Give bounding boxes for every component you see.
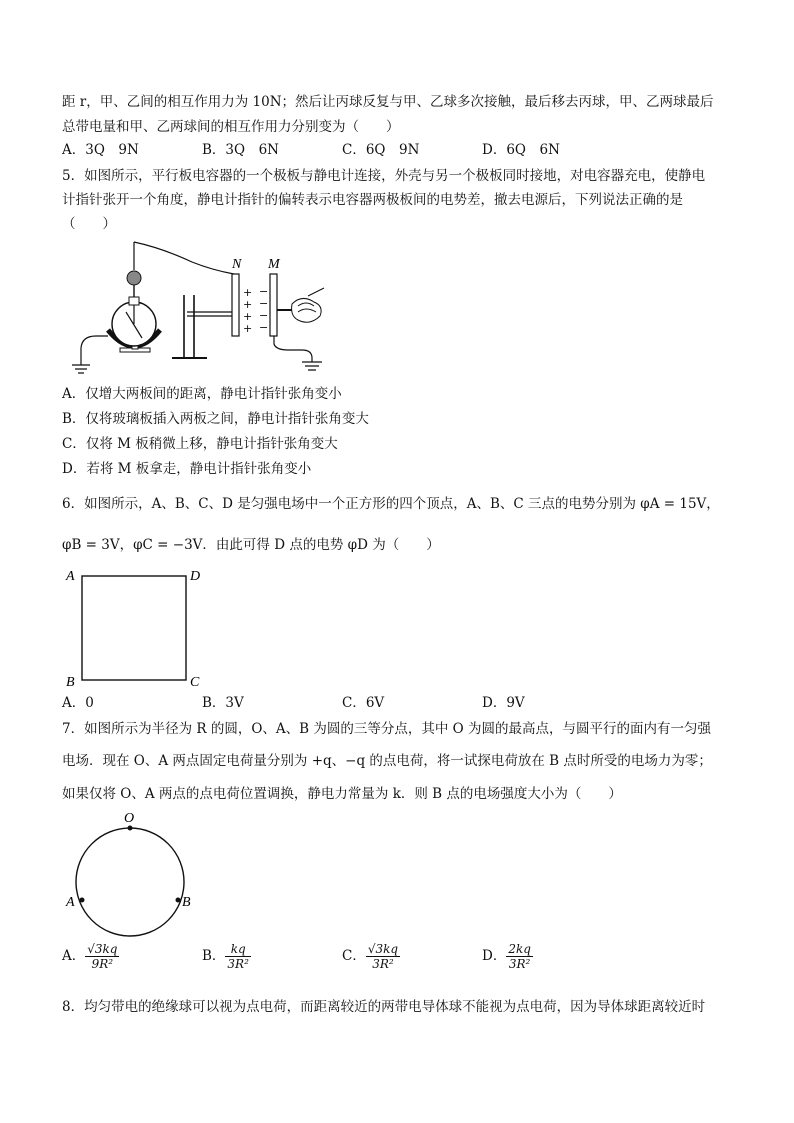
vertex-d-label: D (190, 569, 201, 584)
q7-option-b: B． $\frac{kq}{\text{3R²}}$ (202, 942, 249, 971)
plate-n-label: N (232, 257, 242, 272)
q6-option-c: C．6V (342, 695, 385, 711)
circle-figure (62, 808, 202, 938)
q6-option-d: D．9V (482, 695, 525, 711)
q6-text-line2: φB = 3V，φC = −3V．由此可得 D 点的电势 φD 为（ ） (62, 537, 440, 553)
q8-text-line1: 8．均匀带电的绝缘球可以视为点电荷，而距离较近的两带电导体球不能视为点电荷，因为导体球距离较近时 (62, 999, 706, 1015)
q7-text-line2: 电场．现在 O、A 两点固定电荷量分别为 +q、−q 的点电荷，将一试探电荷放在 B 点时所受的电场力为零； (62, 753, 712, 769)
square-figure (62, 562, 212, 692)
svg-text:+: + (243, 298, 253, 311)
svg-text:+: + (243, 286, 253, 299)
q5-option-d: D．若将 M 板拿走，静电计指针张角变小 (62, 461, 312, 477)
svg-text:−: − (259, 285, 269, 298)
q4-option-a: A．3Q 9N (62, 142, 139, 158)
q6-option-b: B．3V (202, 695, 244, 711)
capacitor-electrometer-figure (62, 240, 332, 380)
q4-text-line2: 总带电量和甲、乙两球间的相互作用力分别变为（ ） (62, 119, 400, 135)
vertex-c-label: C (190, 675, 200, 690)
vertex-b-label: B (66, 675, 75, 690)
svg-text:+: + (243, 322, 253, 335)
q5-option-a: A．仅增大两板间的距离，静电计指针张角变小 (62, 386, 342, 402)
q5-text-line2: 计指针张开一个角度，静电计指针的偏转表示电容器两极板间的电势差，撤去电源后，下列说法正确的是 (62, 192, 683, 208)
svg-text:−: − (259, 321, 269, 334)
q6-text-line1: 6．如图所示，A、B、C、D 是匀强电场中一个正方形的四个顶点，A、B、C 三点的电势分别为 φA = 15V， (62, 496, 720, 512)
q4-option-c: C．6Q 9N (342, 142, 420, 158)
svg-text:−: − (259, 297, 269, 310)
q4-option-d: D．6Q 6N (482, 142, 560, 158)
point-b-label: B (182, 895, 191, 910)
q7-text-line3: 如果仅将 O、A 两点的点电荷位置调换，静电力常量为 k．则 B 点的电场强度大小为（ ） (62, 786, 622, 802)
q7-option-d: D． $\frac{2kq}{\text{3R²}}$ (482, 942, 531, 971)
q7-option-a: A． $\frac{√3kq}{\text{9R²}}$ (62, 942, 118, 971)
svg-text:+: + (243, 310, 253, 323)
q5-text-line1: 5．如图所示，平行板电容器的一个极板与静电计连接，外壳与另一个极板同时接地，对电容器充电，使静电 (62, 168, 706, 184)
q5-option-b: B．仅将玻璃板插入两板之间，静电计指针张角变大 (62, 411, 369, 427)
plate-m-label: M (268, 257, 280, 272)
q4-option-b: B．3Q 6N (202, 142, 279, 158)
svg-text:−: − (259, 309, 269, 322)
q6-option-a: A．0 (62, 695, 94, 711)
q7-text-line1: 7．如图所示为半径为 R 的圆，O、A、B 为圆的三等分点，其中 O 为圆的最高点，与圆平行的面内有一匀强 (62, 721, 712, 737)
q4-text-line1: 距 r，甲、乙间的相互作用力为 10N；然后让丙球反复与甲、乙球多次接触，最后移去丙球，甲、乙两球最后 (62, 94, 714, 110)
point-o-label: O (124, 811, 135, 826)
q7-option-c: C． $\frac{√3kq}{\text{3R²}}$ (342, 942, 399, 971)
q5-option-c: C．仅将 M 板稍微上移，静电计指针张角变大 (62, 436, 338, 452)
q5-text-line3: （ ） (62, 216, 116, 232)
vertex-a-label: A (66, 569, 75, 584)
point-a-label: A (66, 895, 75, 910)
